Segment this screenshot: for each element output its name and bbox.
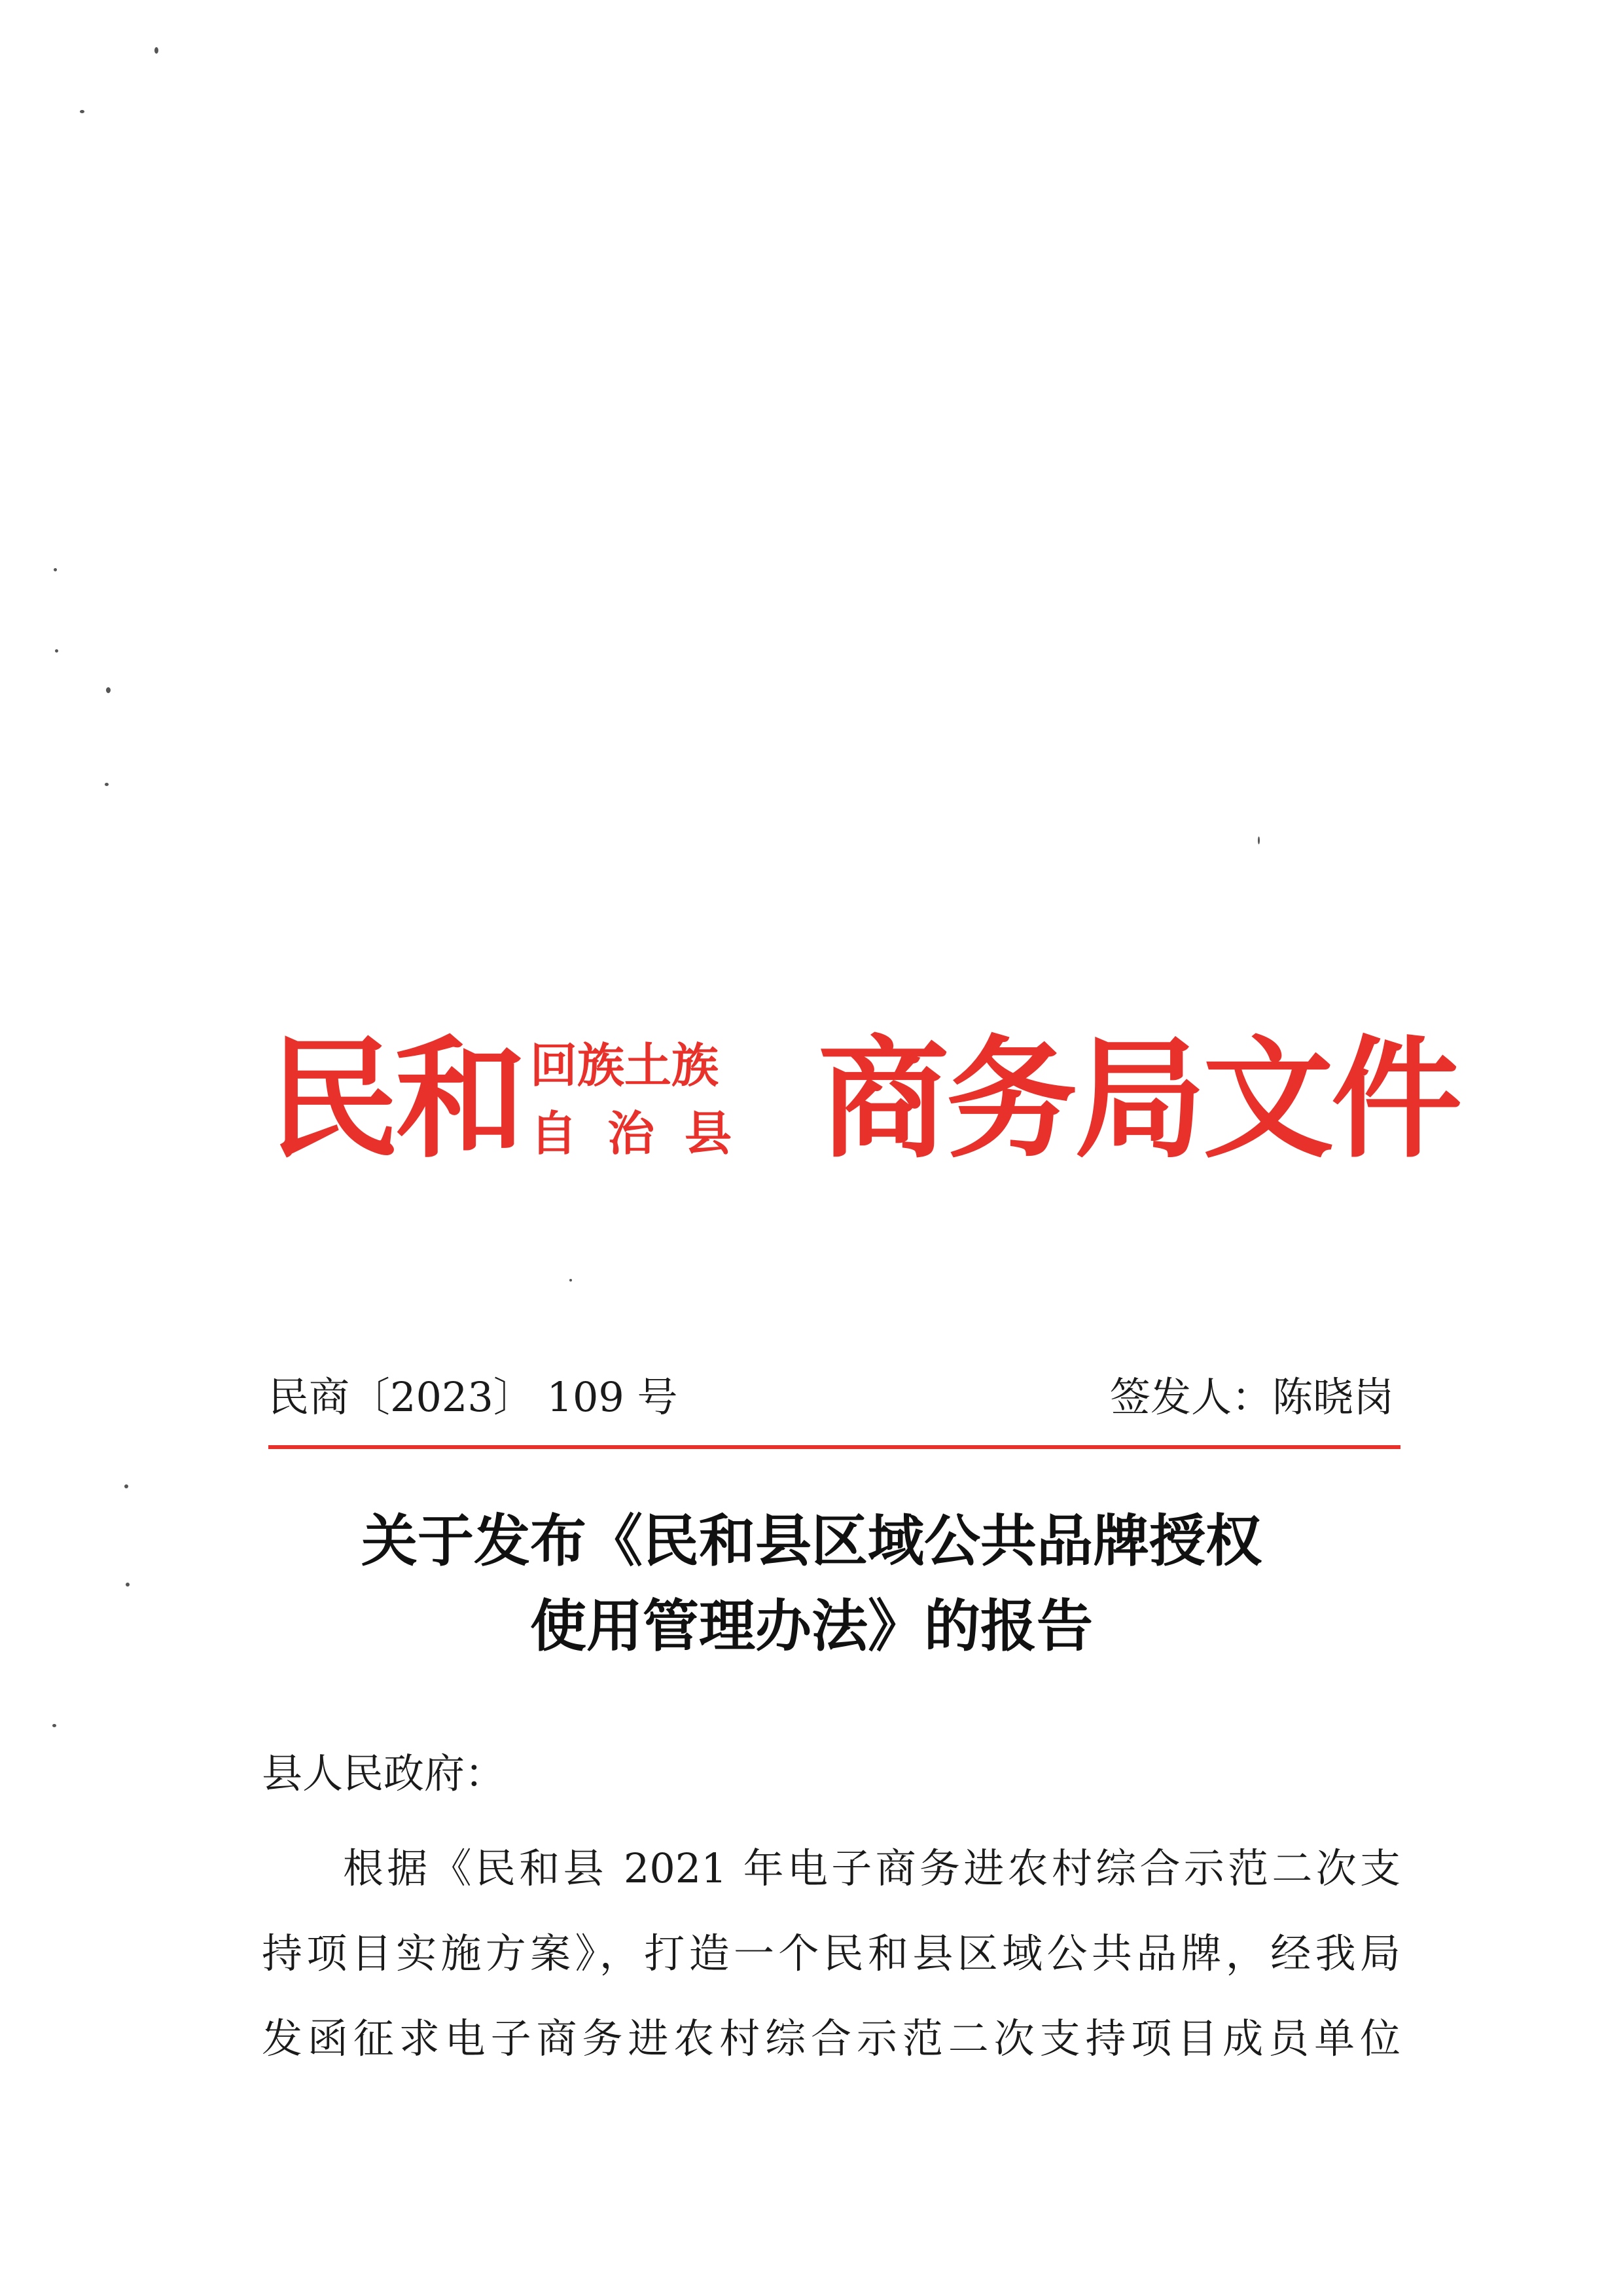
scan-speck	[1258, 836, 1260, 844]
scan-speck	[52, 1724, 56, 1727]
scan-speck	[126, 1583, 130, 1587]
scan-speck	[54, 568, 57, 571]
document-number: 民商〔2023〕 109 号	[268, 1373, 678, 1421]
scan-speck	[105, 783, 109, 786]
letterhead-county-name: 民和	[268, 1022, 523, 1176]
letterhead	[268, 1008, 1460, 1204]
letterhead-middle-line2: 自治县	[530, 1105, 762, 1161]
body-line: 持项目实施方案》，打造一个民和县区域公共品牌，经我局	[262, 1929, 1400, 1977]
scan-speck	[80, 110, 84, 113]
body-line: 发函征求电子商务进农村综合示范二次支持项目成员单位	[262, 2015, 1400, 2062]
title-line-1: 关于发布《民和县区域公共品牌授权	[361, 1508, 1262, 1574]
scan-speck	[124, 1484, 128, 1488]
document-number-row	[268, 1368, 1394, 1427]
body-text	[262, 1826, 1400, 2081]
signer: 签发人：陈晓岗	[1109, 1373, 1394, 1421]
title-line-2: 使用管理办法》的报告	[530, 1593, 1093, 1659]
body-line: 根据《民和县 2021 年电子商务进农村综合示范二次支	[343, 1844, 1400, 1892]
scan-speck	[569, 1279, 572, 1282]
letterhead-bureau-name: 商务局文件	[818, 1022, 1460, 1176]
scan-speck	[55, 649, 58, 653]
letterhead-middle-line1: 回族土族	[530, 1037, 719, 1093]
scan-speck	[154, 47, 158, 54]
document-title	[196, 1499, 1427, 1669]
letterhead-autonomous-label	[530, 1031, 762, 1168]
salutation: 县人民政府：	[262, 1749, 506, 1797]
scan-speck	[106, 687, 111, 693]
red-divider-line	[268, 1445, 1400, 1449]
